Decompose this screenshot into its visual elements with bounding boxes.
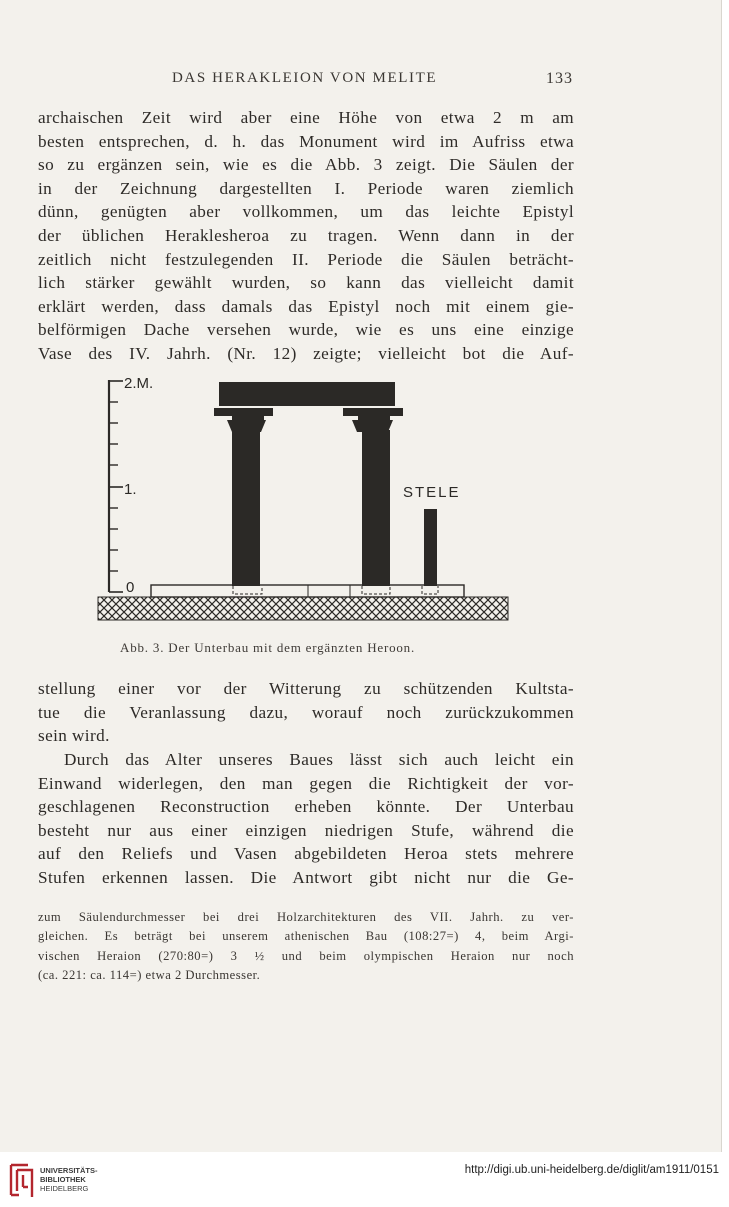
text-line: archaischen Zeit wird aber eine Höhe von etwa 2 m am: [38, 108, 574, 127]
paragraph-2: [38, 677, 574, 748]
figure-caption: Abb. 3. Der Unterbau mit dem ergänzten Heroon.: [120, 640, 416, 655]
text-line: sein wird.: [38, 726, 110, 746]
library-name: [40, 1166, 98, 1193]
text-line: lich stärker gewählt wurden, so kann das vielleicht damit: [38, 273, 574, 293]
text-line: der üblichen Heraklesheroa zu tragen. Wenn dann in der: [38, 225, 574, 245]
text-line: so zu ergänzen sein, wie es die Abb. 3 zeigt. Die Säulen der: [38, 155, 574, 175]
paragraph-3: [38, 748, 574, 890]
ground-hatching: [98, 597, 508, 620]
text-line: zeitlich nicht festzulegenden II. Periode die Säulen beträcht-: [38, 249, 574, 269]
text-line: dünn, genügten aber vollkommen, um das leichte Epistyl: [38, 202, 574, 222]
text-line: auf den Reliefs und Vasen abgebildeten Heroa stets mehrere: [38, 844, 574, 864]
text-line: Vase des IV. Jahrh. (Nr. 12) zeigte; vielleicht bot die Auf-: [38, 343, 574, 363]
right-column: [362, 430, 390, 586]
footnote: [38, 908, 574, 985]
footnote-line: vischen Heraion (270:80=) 3 ½ und beim olympischen Heraion nur noch: [38, 948, 574, 963]
epistyle: [219, 382, 395, 406]
stele: [424, 509, 437, 586]
text-line: besteht nur aus einer einzigen niedrigen Stufe, während die: [38, 820, 574, 840]
scale-label-0: 0: [126, 579, 135, 596]
scale-bar: [109, 380, 123, 592]
library-line-3: HEIDELBERG: [40, 1184, 89, 1193]
text-line: in der Zeichnung dargestellten I. Periode waren ziemlich: [38, 178, 574, 198]
text-line: Stufen erkennen lassen. Die Antwort gibt nicht nur die Ge-: [38, 867, 574, 887]
scale-label-2m: 2.M.: [124, 375, 154, 392]
source-url-link[interactable]: http://digi.ub.uni-heidelberg.de/diglit/am1911/0151: [464, 1164, 719, 1176]
running-title: DAS HERAKLEION VON MELITE: [172, 70, 438, 86]
stele-label: STELE: [403, 484, 461, 501]
text-line: tue die Veranlassung dazu, worauf noch zurückzukommen: [38, 702, 574, 722]
text-line: Durch das Alter unseres Baues lässt sich auch leicht ein: [64, 750, 574, 769]
scale-label-1: 1.: [124, 481, 137, 498]
footnote-line: zum Säulendurchmesser bei drei Holzarchitekturen des VII. Jahrh. zu ver-: [38, 910, 574, 924]
text-line: belförmigen Dache versehen wurde, wie es uns eine einzige: [38, 320, 574, 340]
library-line-2: BIBLIOTHEK: [40, 1175, 86, 1184]
text-line: Einwand widerlegen, den man gegen die Richtigkeit der vor-: [38, 773, 574, 793]
text-line: stellung einer vor der Witterung zu schützenden Kultsta-: [38, 679, 574, 698]
library-line-1: UNIVERSITÄTS-: [40, 1166, 98, 1175]
footnote-line: (ca. 221: ca. 114=) etwa 2 Durchmesser.: [38, 967, 261, 982]
library-logo-icon: [8, 1161, 34, 1199]
text-line: erklärt werden, dass damals das Epistyl noch mit einem gie-: [38, 296, 574, 316]
text-line: geschlagenen Reconstruction erheben könnte. Der Unterbau: [38, 797, 574, 817]
viewer-footer: [0, 1153, 729, 1207]
page-number: 133: [546, 70, 573, 87]
footnote-line: gleichen. Es beträgt bei unserem athenischen Bau (108:27=) 4, beim Argi-: [38, 929, 574, 944]
left-column: [232, 430, 260, 586]
text-line: besten entsprechen, d. h. das Monument wird im Aufriss etwa: [38, 131, 574, 151]
